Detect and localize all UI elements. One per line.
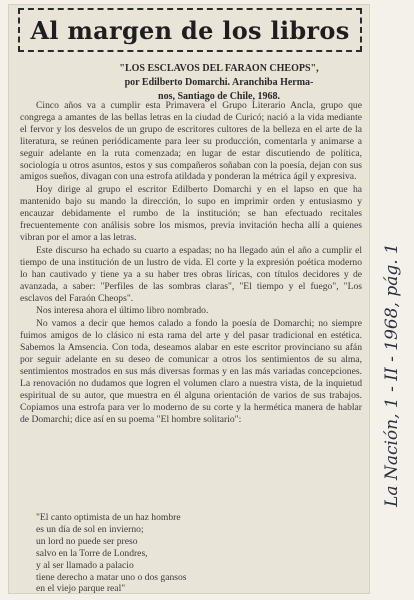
margin-note-text: La Nación, 1 - II - 1968, pág. 1 xyxy=(382,243,402,507)
poem-line: "El canto optimista de un haz hombre xyxy=(36,512,181,523)
book-publisher-line: nos, Santiago de Chile, 1968. xyxy=(158,91,280,102)
column-title: Al margen de los libros xyxy=(30,16,350,45)
book-author-line: por Edilberto Domarchi. Aranchiba Herma- xyxy=(124,77,314,88)
paragraph: Hoy dirige al grupo el escritor Edilberto Domarchi y en el lapso en que ha mantenido bajo su mando la dirección, lo supo en imprimir orden y entusiasmo y encauzar debidamente el rumbo de la institución; se han efectuado recitales frecuentemente con análisis sobre los mismos, previa invitación hecha allí a quienes vibran por el amor a las letras. xyxy=(20,184,362,243)
poem-line: es un día de sol en invierno; xyxy=(36,523,144,535)
poem-line: salvo en la Torre de Londres, xyxy=(36,547,148,559)
headline-box xyxy=(18,8,362,52)
paragraph: No vamos a decir que hemos calado a fondo la poesía de Domarchi; no siempre fuimos amigos de lo clásico ni esta rama del arte y del pasar tradicional en estética. Sabemos la Amsencia. Con toda, deseamos alabar en este escritor provinciano su afán por seguir adelante en su deseo de comunicar a otros los sentimientos de su alma, sentimientos mostrados en sus más diversas formas y en las más variadas concepciones. La renovación no dudamos que logren el volumen claro a nuestra vista, de la inquietud espiritual de su autor, que muestra en él alguna orientación de varios de sus trabajos. Copiamos una estrofa para ver lo moderno de su corte y la hermética manera de hablar de Domarchi; dice así en su poema "El hombre solitario": xyxy=(20,318,362,425)
book-title-line: "LOS ESCLAVOS DEL FARAON CHEOPS", xyxy=(119,63,319,74)
article-body xyxy=(20,100,362,426)
paragraph: Este discurso ha echado su cuarto a espadas; no ha llegado aún el año a cumplir el tiempo de una institución de un lustro de vida. El corte y la expresión poética moderno lo han cautivado y tiene ya a su haber tres obras líricas, con títulos decidores y de avanzada, a saber: "Perfiles de las sombras claras", "El tiempo y el fuego", "Los esclavos del Faraón Cheops". xyxy=(20,244,362,304)
paragraph: Nos interesa ahora el último libro nombrado. xyxy=(36,305,209,317)
book-reference xyxy=(74,62,364,104)
newspaper-clipping xyxy=(8,4,370,594)
poem-line: en el viejo parque real" xyxy=(36,583,126,595)
poem-line: un lord no puede ser preso xyxy=(36,535,138,547)
poem-excerpt xyxy=(36,512,356,595)
paragraph: Cinco años va a cumplir esta Primavera el Grupo Literario Ancla, grupo que congrega a amantes de las bellas letras en la ciudad de Curicó; nació a la vida mediante el fervor y los desvelos de un grupo de escritores cultores de la belleza en el arte de la literatura, se reúnen periódicamente para leer su producción, comentarla y animarse a seguir adelante en la ruta comenzada; en lugar de estar discutiendo de política, sociología u otros asuntos, estos y sus compañeros soñaban con la poesía, dejan con sus amigos sueños, divagan con una estrofa atildada y ponderan la métrica ágil y expresiva. xyxy=(20,100,362,183)
handwritten-margin-note xyxy=(374,160,410,590)
poem-line: y al ser llamado a palacio xyxy=(36,559,134,571)
poem-line: tiene derecho a matar uno o dos gansos xyxy=(36,571,187,583)
